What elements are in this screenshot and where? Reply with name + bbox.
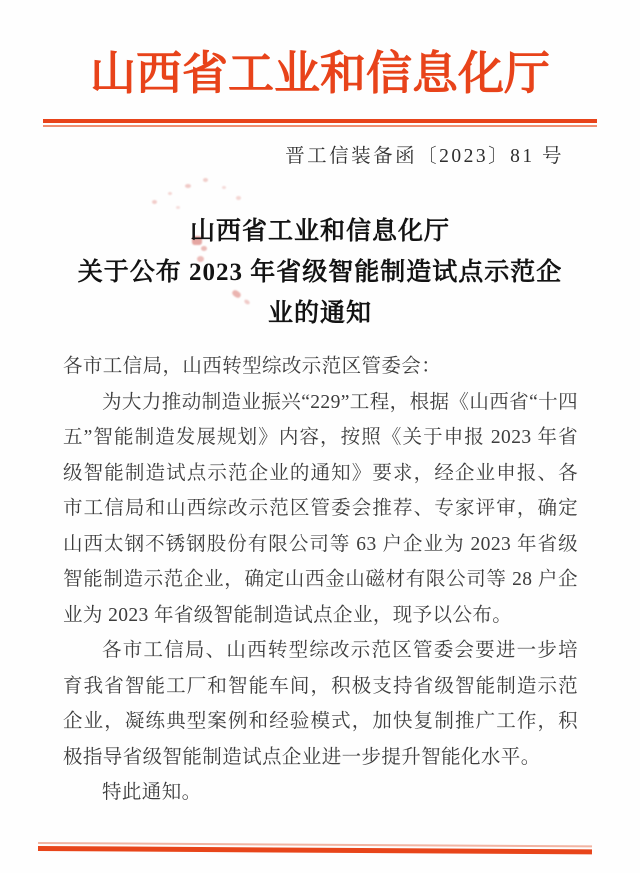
document-number: 晋工信装备函〔2023〕81 号 <box>285 146 564 167</box>
divider-thick-line <box>43 119 597 123</box>
letterhead-divider-rule <box>43 119 597 129</box>
body-paragraph: 为大力推动制造业振兴“229”工程，根据《山西省“十四五”智能制造发展规划》内容，按照《关于申报 2023 年省级智能制造试点示范企业的通知》要求，经企业申报、各市工信局和山西综改示范区管委会推荐、专家评审，确定山西太钢不锈钢股份有限公司等 63 户企业为 2023 年省级智能制造示范企业，确定山西金山磁材有限公司等 28 户企业为 2023 年省级智能制造试点企业，现予以公布。 <box>63 391 578 626</box>
ink-speckle <box>152 200 157 204</box>
salutation-line: 各市工信局，山西转型综改示范区管委会： <box>63 356 442 377</box>
ink-speckle <box>236 196 241 200</box>
body-paragraph-closing: 特此通知。 <box>102 782 202 803</box>
letterhead-agency-title: 山西省工业和信息化厅 <box>90 48 550 99</box>
body-paragraph: 各市工信局、山西转型综改示范区管委会要进一步培育我省智能工厂和智能车间，积极支持省级智能制造示范企业，凝练典型案例和经验模式，加快复制推广工作，积极指导省级智能制造试点企业进一步提升智能化水平。 <box>63 640 578 768</box>
divider-thin-line <box>43 125 597 127</box>
footer-divider-rule <box>38 842 592 857</box>
ink-speckle <box>203 178 208 182</box>
document-title-subject-line: 关于公布 2023 年省级智能制造试点示范企业的通知 <box>77 259 563 327</box>
ink-speckle <box>185 184 191 188</box>
ink-speckle <box>176 206 180 209</box>
document-title-agency-line: 山西省工业和信息化厅 <box>189 218 450 245</box>
ink-speckle <box>222 186 226 189</box>
ink-speckle <box>168 192 172 195</box>
footer-thick-line <box>38 846 592 854</box>
document-title <box>72 211 568 334</box>
notice-body <box>63 349 578 811</box>
